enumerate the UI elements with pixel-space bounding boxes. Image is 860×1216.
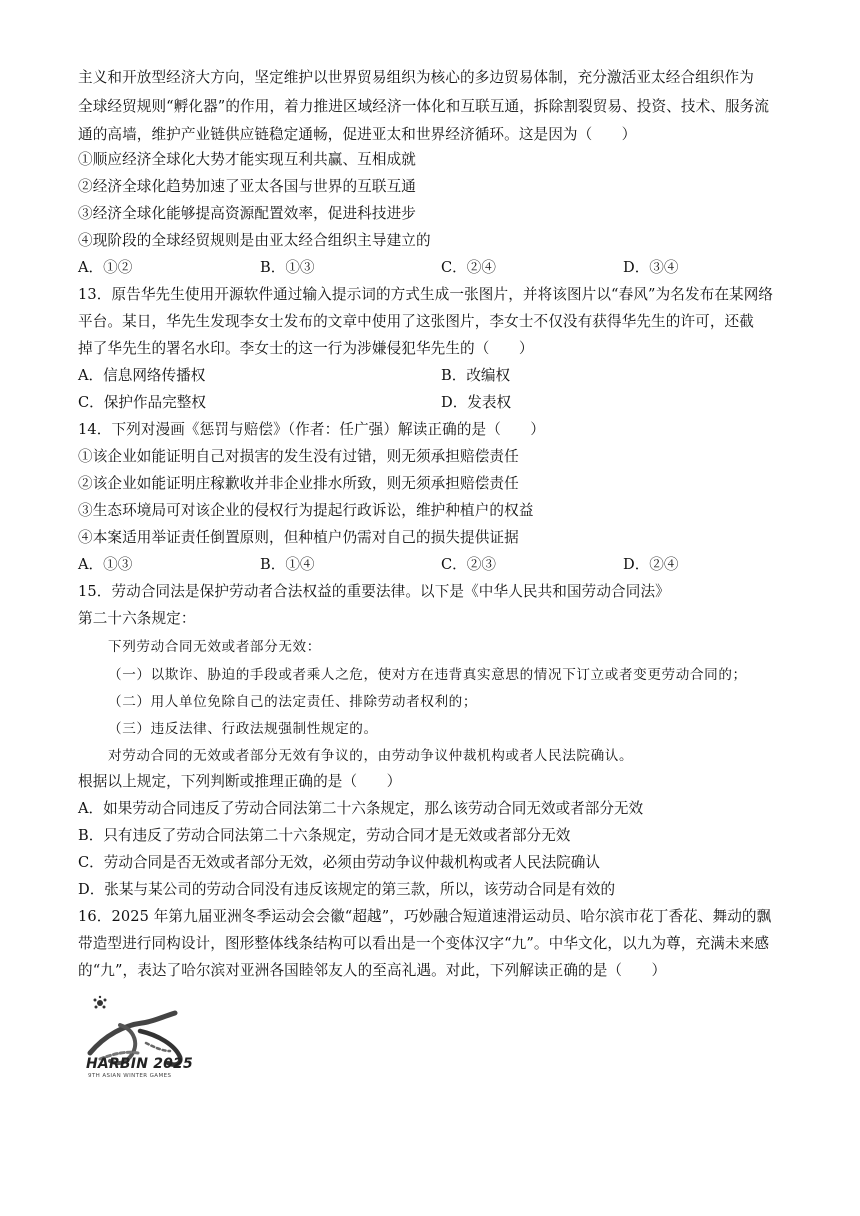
q12-option-c[interactable]: C．②④ <box>441 259 496 276</box>
q15-law-intro: 下列劳动合同无效或者部分无效： <box>108 639 321 655</box>
q12-stem-line-3: 通的高墙，维护产业链供应链稳定通畅，促进亚太和世界经济循环。这是因为（ ） <box>78 126 637 143</box>
q16-stem-line-2: 带造型进行同构设计，图形整体线条结构可以看出是一个变体汉字“九”。中华文化，以九为尊，充满未来感 <box>78 935 770 952</box>
q14-option-a[interactable]: A．①③ <box>78 556 133 573</box>
q14-statement-4: ④本案适用举证责任倒置原则，但种植户仍需对自己的损失提供证据 <box>78 529 519 546</box>
q15-stem-line-1: 15．劳动合同法是保护劳动者合法权益的重要法律。以下是《中华人民共和国劳动合同法》 <box>78 583 670 600</box>
q15-option-c[interactable]: C．劳动合同是否无效或者部分无效，必须由劳动争议仲裁机构或者人民法院确认 <box>78 854 600 871</box>
q13-option-d[interactable]: D．发表权 <box>441 394 512 411</box>
q13-stem-line-2: 平台。某日，华先生发现李女士发布的文章中使用了这张图片，李女士不仅没有获得华先生的许可，还截 <box>78 313 754 330</box>
q14-statement-2: ②该企业如能证明庄稼歉收并非企业排水所致，则无须承担赔偿责任 <box>78 475 519 492</box>
q15-law-clause-2: （二）用人单位免除自己的法定责任、排除劳动者权利的； <box>108 694 478 710</box>
q12-statement-3: ③经济全球化能够提高资源配置效率，促进科技进步 <box>78 205 416 222</box>
q12-option-d[interactable]: D．③④ <box>623 259 679 276</box>
q14-statement-1: ①该企业如能证明自己对损害的发生没有过错，则无须承担赔偿责任 <box>78 448 519 465</box>
q15-law-clause-3: （三）违反法律、行政法规强制性规定的。 <box>108 721 378 737</box>
emblem-title: HARBIN 2025 <box>86 1056 193 1072</box>
q15-option-a[interactable]: A．如果劳动合同违反了劳动合同法第二十六条规定，那么该劳动合同无效或者部分无效 <box>78 800 644 817</box>
q12-option-b[interactable]: B．①③ <box>260 259 315 276</box>
q12-statement-4: ④现阶段的全球经贸规则是由亚太经合组织主导建立的 <box>78 232 431 249</box>
q16-stem-line-1: 16．2025 年第九届亚洲冬季运动会会徽“超越”，巧妙融合短道速滑运动员、哈尔滨市花丁香花、舞动的飘 <box>78 908 772 925</box>
q15-law-clause-1: （一）以欺诈、胁迫的手段或者乘人之危，使对方在违背真实意思的情况下订立或者变更劳动合同的； <box>108 667 747 683</box>
q14-option-d[interactable]: D．②④ <box>623 556 679 573</box>
q13-option-c[interactable]: C．保护作品完整权 <box>78 394 206 411</box>
q13-option-b[interactable]: B．改编权 <box>441 367 511 384</box>
q15-option-d[interactable]: D．张某与某公司的劳动合同没有违反该规定的第三款，所以，该劳动合同是有效的 <box>78 881 616 898</box>
q14-option-b[interactable]: B．①④ <box>260 556 315 573</box>
q15-option-b[interactable]: B．只有违反了劳动合同法第二十六条规定，劳动合同才是无效或者部分无效 <box>78 827 571 844</box>
q15-prompt: 根据以上规定，下列判断或推理正确的是（ ） <box>78 773 402 790</box>
q14-stem: 14．下列对漫画《惩罚与赔偿》（作者：任广强）解读正确的是（ ） <box>78 421 545 438</box>
q13-stem-line-1: 13．原告华先生使用开源软件通过输入提示词的方式生成一张图片，并将该图片以“春风”为名发布在某网络 <box>78 286 774 303</box>
q12-statement-1: ①顺应经济全球化大势才能实现互利共赢、互相成就 <box>78 151 416 168</box>
q12-option-a[interactable]: A．①② <box>78 259 133 276</box>
q14-statement-3: ③生态环境局可对该企业的侵权行为提起行政诉讼，维护种植户的权益 <box>78 502 534 519</box>
q12-stem-line-1: 主义和开放型经济大方向，坚定维护以世界贸易组织为核心的多边贸易体制，充分激活亚太经合组织作为 <box>78 69 754 86</box>
q16-stem-line-3: 的“九”，表达了哈尔滨对亚洲各国睦邻友人的至高礼遇。对此，下列解读正确的是（ ） <box>78 962 667 979</box>
q12-statement-2: ②经济全球化趋势加速了亚太各国与世界的互联互通 <box>78 178 416 195</box>
q14-option-c[interactable]: C．②③ <box>441 556 496 573</box>
q13-option-a[interactable]: A．信息网络传播权 <box>78 367 206 384</box>
q15-law-dispute: 对劳动合同的无效或者部分无效有争议的，由劳动争议仲裁机构或者人民法院确认。 <box>108 748 634 764</box>
q13-stem-line-3: 掉了华先生的署名水印。李女士的这一行为涉嫌侵犯华先生的（ ） <box>78 340 534 357</box>
emblem-subtitle: 9TH ASIAN WINTER GAMES <box>88 1073 172 1079</box>
q15-stem-line-2: 第二十六条规定： <box>78 610 196 627</box>
q12-stem-line-2: 全球经贸规则“孵化器”的作用，着力推进区域经济一体化和互联互通，拆除割裂贸易、投资、技术、服务流 <box>78 98 770 115</box>
